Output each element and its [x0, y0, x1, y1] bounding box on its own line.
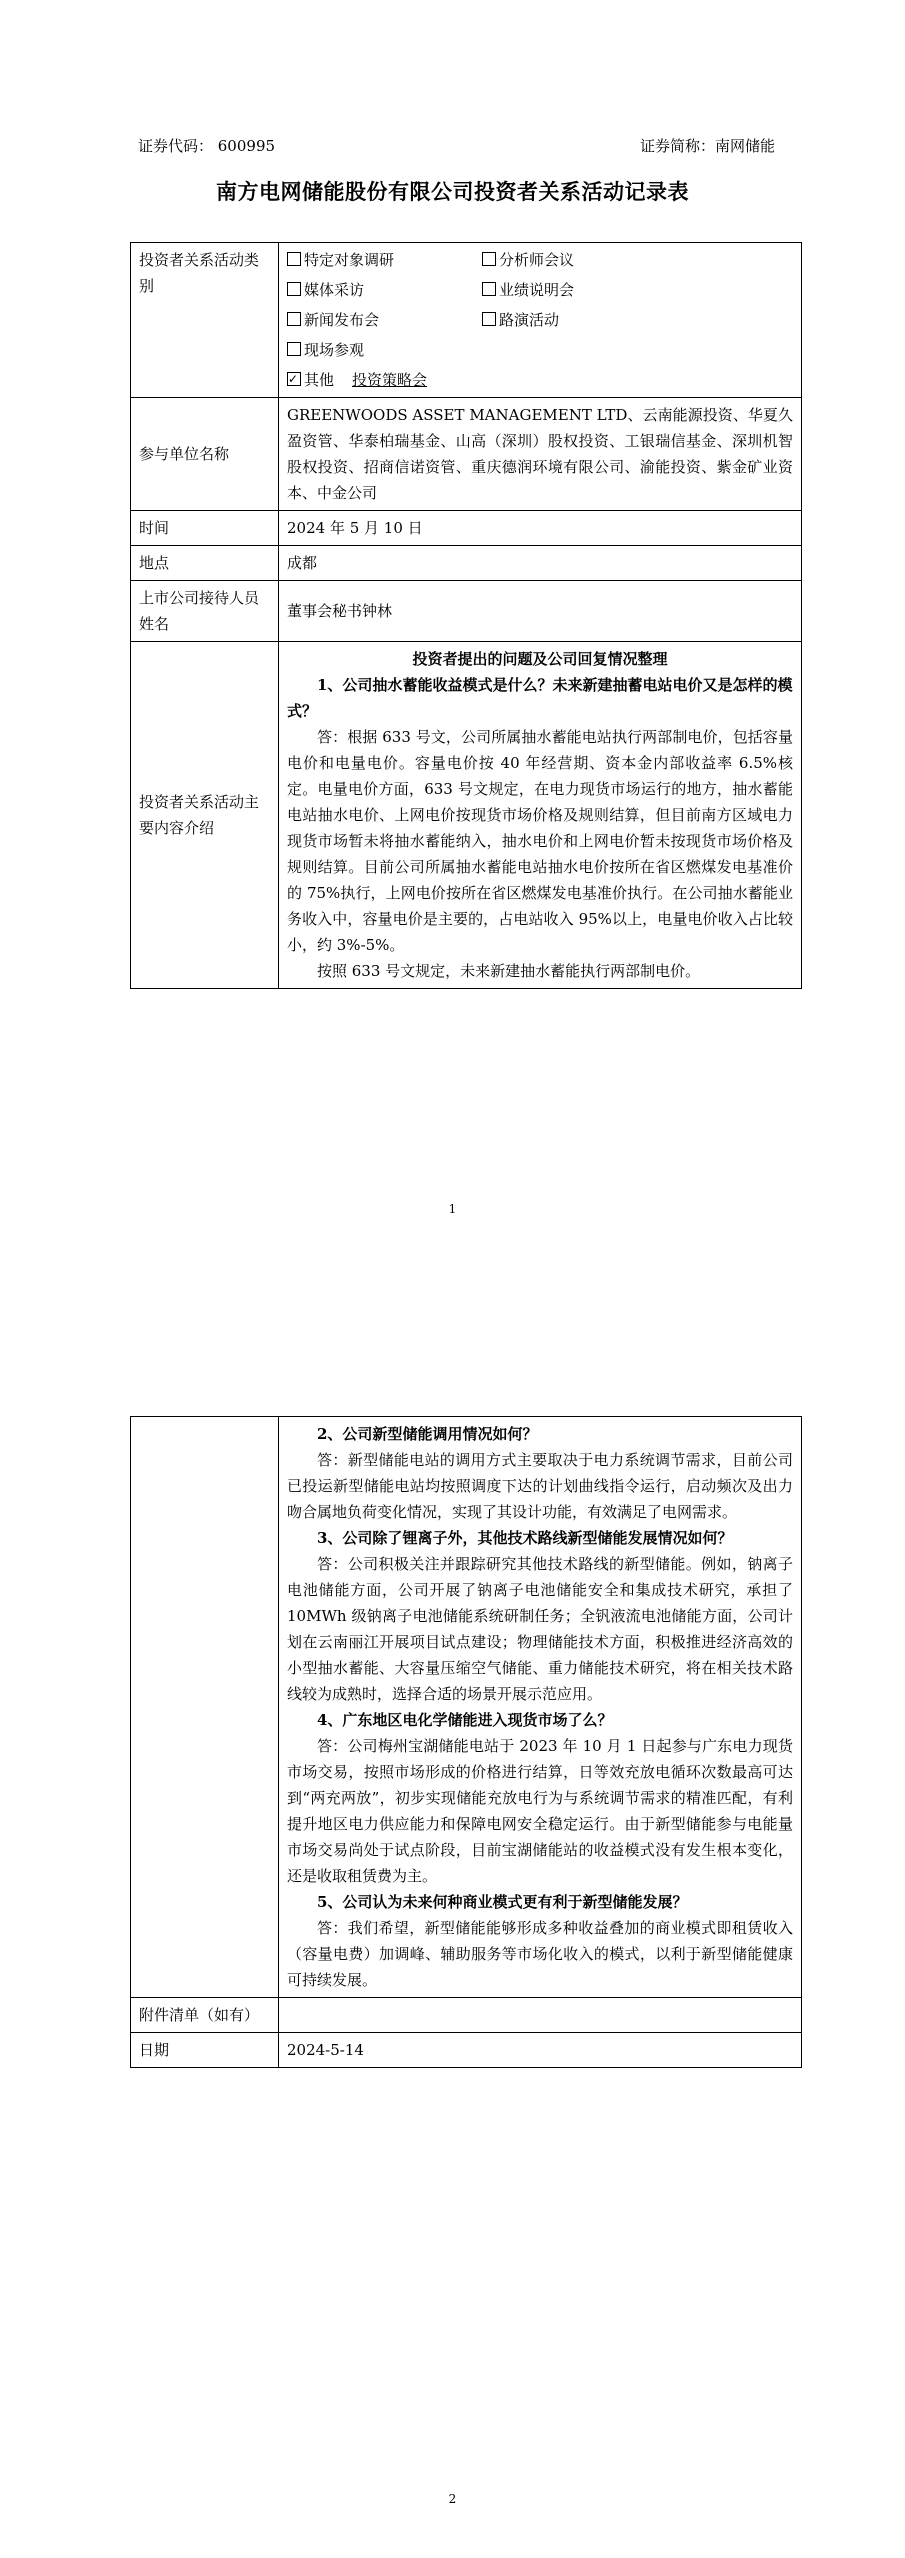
option-analyst-meeting[interactable]: 分析师会议: [482, 247, 793, 273]
reception-row: [131, 581, 802, 642]
content-body-continued: [279, 1417, 802, 1998]
stock-code: 证券代码： 600995: [138, 137, 276, 155]
answer-2: 答：新型储能电站的调用方式主要取决于电力系统调节需求，目前公司已投运新型储能电站均按照调度下达的计划曲线指令运行，启动频次及出力吻合属地负荷变化情况，实现了其设计功能，有效满足了电网需求。: [287, 1451, 793, 1521]
answer-5: 答：我们希望，新型储能能够形成多种收益叠加的商业模式即租赁收入（容量电费）加调峰、辅助服务等市场化收入的模式，以利于新型储能健康可持续发展。: [287, 1919, 793, 1989]
participants-value: GREENWOODS ASSET MANAGEMENT LTD、云南能源投资、华夏久盈资管、华泰柏瑞基金、山高（深圳）股权投资、工银瑞信基金、深圳机智股权投资、招商信诺资管、重庆德润环境有限公司、渝能投资、紫金矿业资本、中金公司: [279, 398, 802, 511]
category-options: [279, 243, 802, 398]
content-continued-row: [131, 1417, 802, 1998]
content-heading: 投资者提出的问题及公司回复情况整理: [412, 650, 668, 668]
option-roadshow[interactable]: 路演活动: [482, 307, 793, 333]
date-value: 2024-5-14: [279, 2033, 802, 2068]
checkbox-icon[interactable]: [287, 252, 301, 266]
page-number: 1: [448, 1202, 457, 1216]
question-2: 2、公司新型储能调用情况如何？: [317, 1425, 538, 1443]
category-row: [131, 243, 802, 398]
time-value: 2024 年 5 月 10 日: [279, 511, 802, 546]
record-table-page-1: [130, 242, 802, 989]
participants-row: [131, 398, 802, 511]
attachments-value: [279, 1998, 802, 2033]
answer-3: 答：公司积极关注并跟踪研究其他技术路线的新型储能。例如，钠离子电池储能方面，公司开展了钠离子电池储能安全和集成技术研究，承担了 10MWh 级钠离子电池储能系统研制任务；全钒液流电池储能方面，公司计划在云南丽江开展项目试点建设；物理储能技术方面，积极推进经济高效的小型抽水蓄能、大容量压缩空气储能、重力储能技术研究，将在相关技术路线较为成熟时，选择合适的场景开展示范应用。: [287, 1555, 793, 1703]
checkbox-icon[interactable]: [287, 312, 301, 326]
question-3: 3、公司除了锂离子外，其他技术路线新型储能发展情况如何？: [317, 1529, 733, 1547]
checkbox-icon[interactable]: [287, 282, 301, 296]
date-label: 日期: [131, 2033, 279, 2068]
content-row: [131, 642, 802, 989]
place-label: 地点: [131, 546, 279, 581]
attachments-label: 附件清单（如有）: [131, 1998, 279, 2033]
content-body: [279, 642, 802, 989]
time-label: 时间: [131, 511, 279, 546]
attachments-row: [131, 1998, 802, 2033]
page-number: 2: [448, 2492, 457, 2506]
question-5: 5、公司认为未来何种商业模式更有利于新型储能发展？: [317, 1893, 688, 1911]
answer-1-extra: 按照 633 号文规定，未来新建抽水蓄能执行两部制电价。: [317, 962, 701, 980]
time-row: [131, 511, 802, 546]
other-value: 投资策略会: [352, 371, 428, 389]
date-row: [131, 2033, 802, 2068]
answer-1: 答：根据 633 号文，公司所属抽水蓄能电站执行两部制电价，包括容量电价和电量电价。容量电价按 40 年经营期、资本金内部收益率 6.5%核定。电量电价方面，633 号文规定，在电力现货市场运行的地方，抽水蓄能电站抽水电价、上网电价按现货市场价格及规则结算，但目前南方区域电力现货市场暂未将抽水蓄能纳入，抽水电价和上网电价暂未按现货市场价格及规则结算。目前公司所属抽水蓄能电站抽水电价按所在省区燃煤发电基准价的 75%执行，上网电价按所在省区燃煤发电基准价执行。在公司抽水蓄能业务收入中，容量电价是主要的，占电站收入 95%以上，电量电价收入占比较小，约 3%-5%。: [287, 728, 793, 954]
reception-value: 董事会秘书钟林: [279, 581, 802, 642]
option-earnings-briefing[interactable]: 业绩说明会: [482, 277, 793, 303]
record-table-page-2: [130, 1416, 802, 2068]
option-special-research[interactable]: 特定对象调研: [287, 247, 482, 273]
checkbox-icon[interactable]: [482, 312, 496, 326]
option-press-conference[interactable]: 新闻发布会: [287, 307, 482, 333]
checkbox-icon[interactable]: [482, 282, 496, 296]
place-value: 成都: [279, 546, 802, 581]
checkbox-icon[interactable]: [482, 252, 496, 266]
reception-label: 上市公司接待人员姓名: [131, 581, 279, 642]
category-label: 投资者关系活动类别: [131, 243, 279, 398]
question-1: 1、公司抽水蓄能收益模式是什么？未来新建抽蓄电站电价又是怎样的模式？: [287, 676, 793, 720]
option-other[interactable]: ✓其他 投资策略会: [287, 367, 793, 393]
content-label-empty: [131, 1417, 279, 1998]
participants-label: 参与单位名称: [131, 398, 279, 511]
page-title: 南方电网储能股份有限公司投资者关系活动记录表: [216, 179, 689, 204]
content-label: 投资者关系活动主要内容介绍: [131, 642, 279, 989]
answer-4: 答：公司梅州宝湖储能电站于 2023 年 10 月 1 日起参与广东电力现货市场交易，按照市场形成的价格进行结算，日等效充放电循环次数最高可达到“两充两放”，初步实现储能充放电行为与系统调节需求的精准匹配，有利提升地区电力供应能力和保障电网安全稳定运行。由于新型储能参与电能量市场交易尚处于试点阶段，目前宝湖储能站的收益模式没有发生根本变化，还是收取租赁费为主。: [287, 1737, 793, 1885]
checked-checkbox-icon[interactable]: [287, 372, 301, 386]
option-media-interview[interactable]: 媒体采访: [287, 277, 482, 303]
option-site-visit[interactable]: 现场参观: [287, 337, 482, 363]
page-header: [138, 135, 775, 156]
checkbox-icon[interactable]: [287, 342, 301, 356]
question-4: 4、广东地区电化学储能进入现货市场了么？: [317, 1711, 613, 1729]
place-row: [131, 546, 802, 581]
stock-short-name: 证券简称：南网储能: [639, 137, 775, 155]
